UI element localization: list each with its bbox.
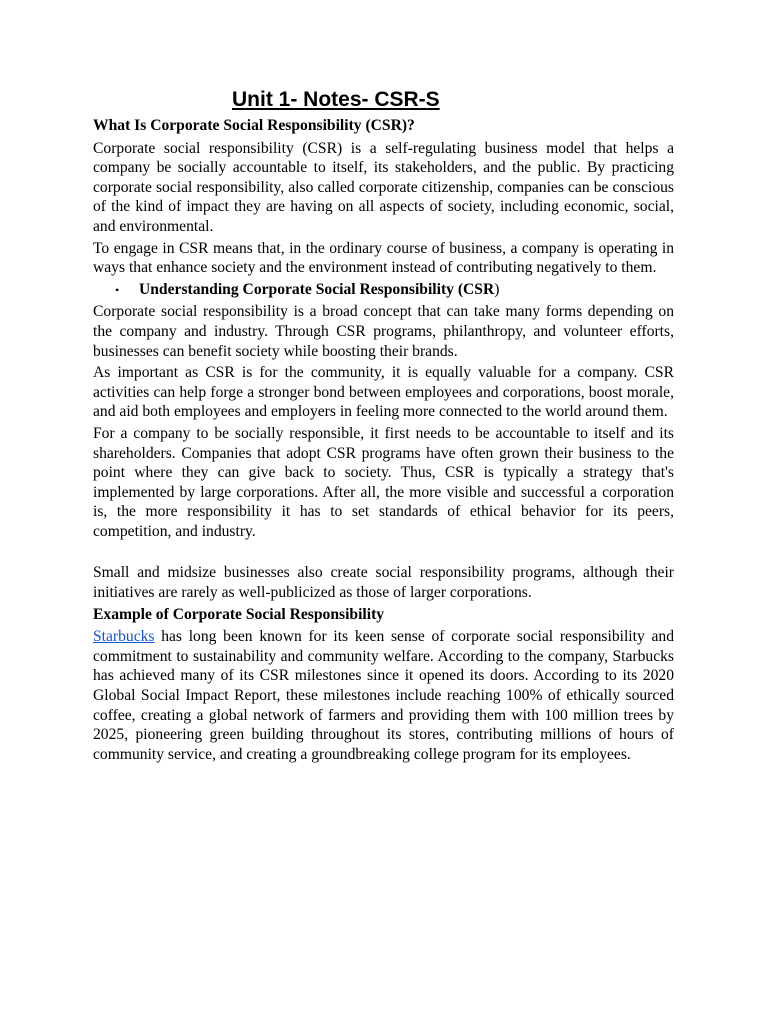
bullet-heading-text: Understanding Corporate Social Responsibility (CSR: [139, 280, 495, 298]
section-heading-example-csr: Example of Corporate Social Responsibility: [93, 605, 385, 623]
document-page: [93, 86, 674, 766]
bullet-heading-understanding-csr: [139, 280, 499, 300]
bullet-icon: •: [115, 282, 120, 297]
paragraph-community-value: As important as CSR is for the community, it is equally valuable for a company. CSR activities can help forge a stronger bond between employees and corporations, boost morale, and aid both employees and employers in feeling more connected to the world around them.: [93, 364, 674, 421]
paragraph-small-midsize: Small and midsize businesses also create social responsibility programs, although their initiatives are rarely as well-publicized as those of larger corporations.: [93, 564, 674, 602]
section-heading-what-is-csr: What Is Corporate Social Responsibility (CSR)?: [93, 117, 415, 134]
paragraph-broad-concept: Corporate social responsibility is a broad concept that can take many forms depending on the company and industry. Through CSR programs, philanthropy, and volunteer efforts, businesses can benefit society while boosting their brands.: [93, 303, 674, 360]
bullet-heading-close-paren: ): [494, 280, 500, 298]
document-title: Unit 1- Notes- CSR-S: [232, 88, 440, 111]
blank-line: [93, 543, 674, 563]
paragraph-csr-definition: Corporate social responsibility (CSR) is a self-regulating business model that helps a company be socially accountable to itself, its stakeholders, and the public. By practicing corporate social responsibility, also called corporate citizenship, companies can be conscious of the kind of impact they are having on all aspects of society, including economic, social, and environmental.: [93, 139, 674, 235]
starbucks-paragraph-text: has long been known for its keen sense of corporate social responsibility and commitment to sustainability and community welfare. According to the company, Starbucks has achieved many of its CSR milestones since it opened its doors. According to its 2020 Global Social Impact Report, these milestones include reaching 100% of ethically sourced coffee, creating a global network of farmers and providing them with 100 million trees by 2025, pioneering green building throughout its stores, contributing millions of hours of community service, and creating a groundbreaking college program for its employees.: [93, 628, 674, 763]
paragraph-starbucks-example: [93, 627, 674, 764]
starbucks-link[interactable]: Starbucks: [93, 628, 155, 646]
bullet-item-understanding-csr: [93, 280, 674, 301]
paragraph-engage-in-csr: To engage in CSR means that, in the ordinary course of business, a company is operating in ways that enhance society and the environment instead of contributing negatively to them.: [93, 239, 674, 277]
paragraph-accountable: For a company to be socially responsible, it first needs to be accountable to itself and its shareholders. Companies that adopt CSR programs have often grown their business to the point where they can give back to society. Thus, CSR is typically a strategy that's implemented by large corporations. After all, the more visible and successful a corporation is, the more responsibility it has to set standards of ethical behavior for its peers, competition, and industry.: [93, 424, 674, 540]
